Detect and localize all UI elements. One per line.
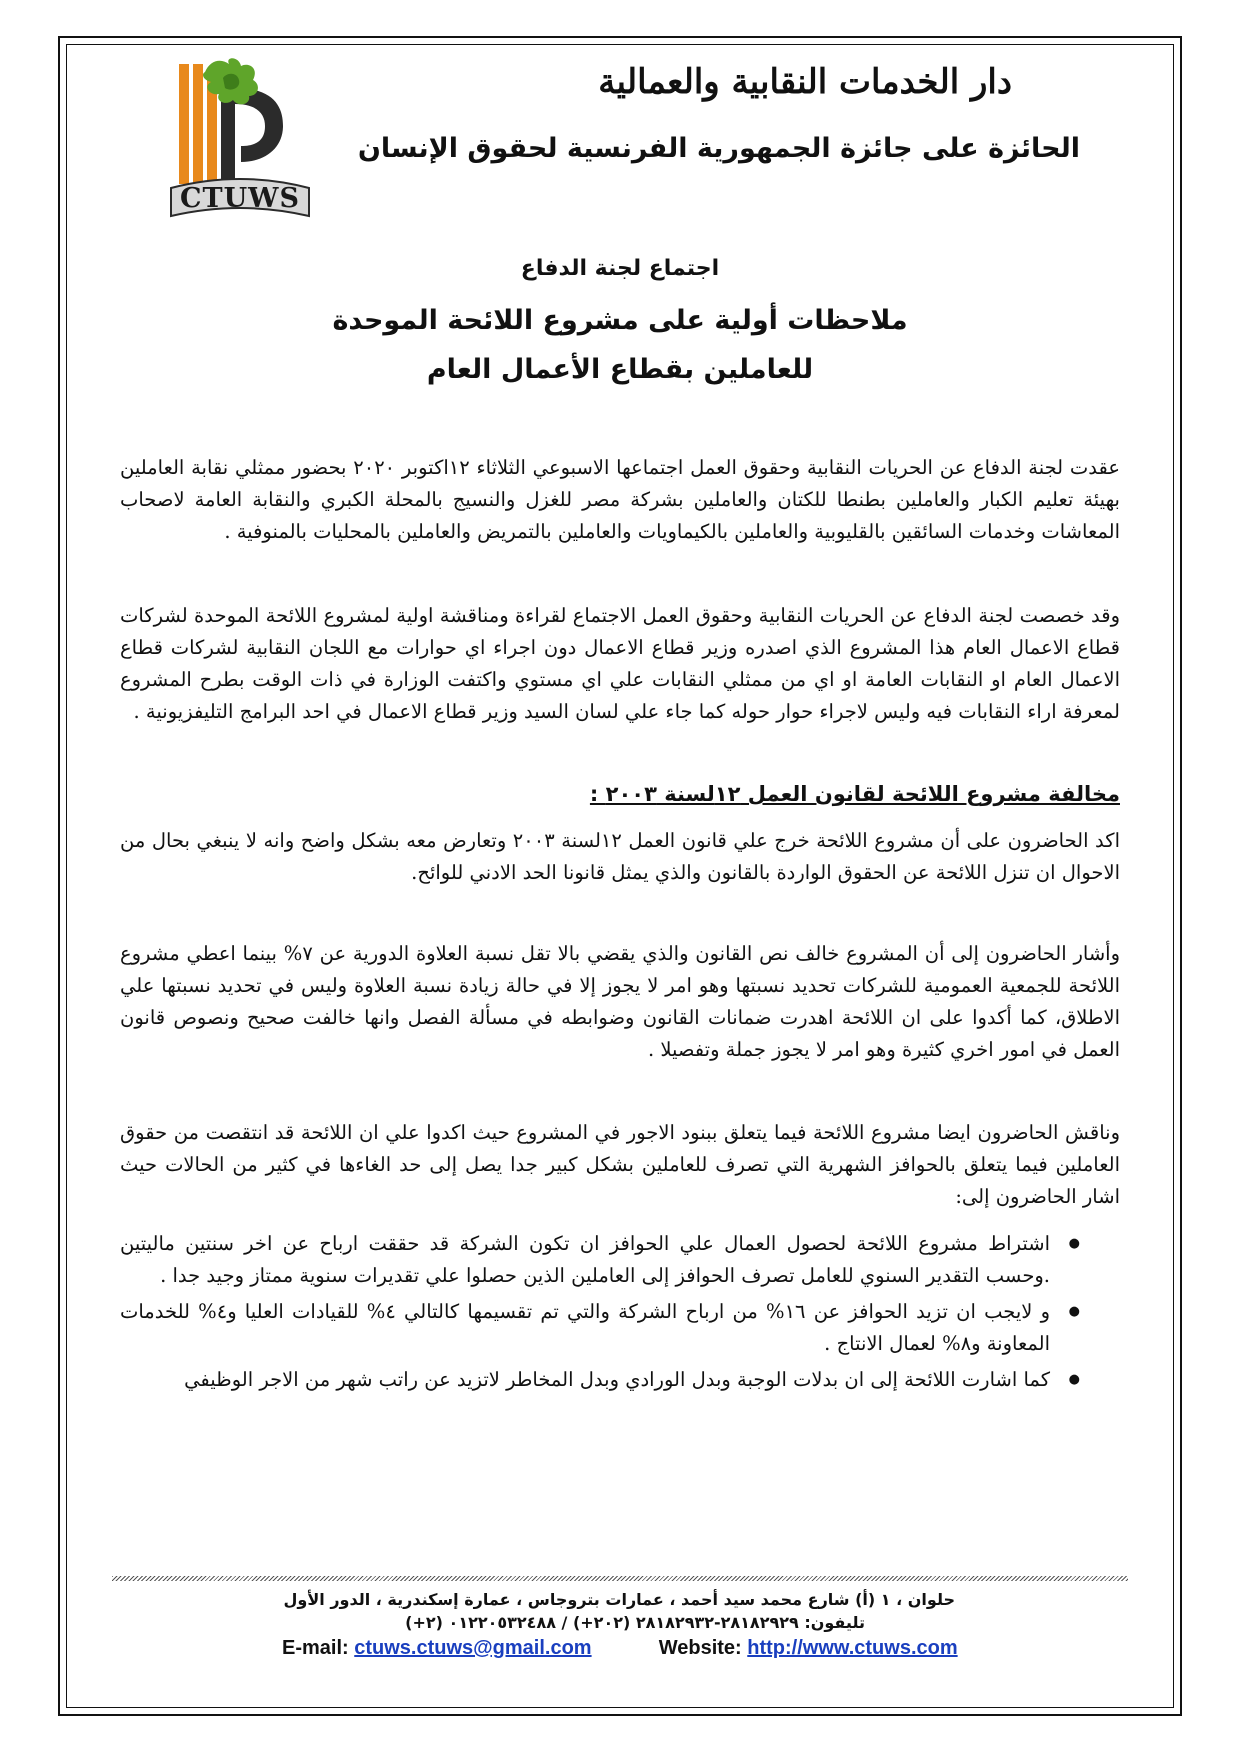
document-title-line-2: للعاملين بقطاع الأعمال العام <box>426 354 814 385</box>
meeting-title: اجتماع لجنة الدفاع <box>520 256 720 281</box>
paragraph-wages: وناقش الحاضرون ايضا مشروع اللائحة فيما يتعلق ببنود الاجور في المشروع حيث اكدوا علي ان اللائحة قد انتقصت من حقوق العاملين فيما يتعلق بالحوافز الشهرية التي تصرف للعاملين بشكل كبير جدا يصل إلى حد الغاءها في كثير من الحالات حيث اشار الحاضرون إلى: <box>120 1121 1120 1208</box>
award-subtitle: الحائزة على جائزة الجمهورية الفرنسية لحقوق الإنسان <box>357 133 1080 164</box>
email-label: E-mail: <box>282 1637 349 1659</box>
footer-phone: تليفون: ٢٨١٨٢٩٢٩-٢٨١٨٢٩٣٢ (٢٠٢+) / ٠١٢٢٠٥٣٢٤٨٨ (٢+) <box>405 1613 865 1632</box>
document-title-line-1: ملاحظات أولية على مشروع اللائحة الموحدة <box>332 305 908 336</box>
footer-contacts <box>282 1637 958 1660</box>
paragraph-law-violation: اكد الحاضرون على أن مشروع اللائحة خرج علي قانون العمل ١٢لسنة ٢٠٠٣ وتعارض معه بشكل واضح وانه لا ينبغي بحال من الاحوال ان تنزل اللائحة عن الحقوق الواردة بالقانون والذي يمثل قانونا الحد الادني للوائح. <box>120 829 1120 884</box>
website-link[interactable]: http://www.ctuws.com <box>747 1637 958 1659</box>
list-item: ● اشتراط مشروع اللائحة لحصول العمال علي الحوافز ان تكون الشركة قد حققت ارباح عن اخر سنتين ماليتين .وحسب التقدير السنوي للعامل تصرف الحوافز إلى العاملين الذين حصلوا علي تقديرات سنوية ممتاز وجيد جدا . <box>120 1228 1120 1292</box>
footer-divider <box>112 1576 1128 1581</box>
email-link[interactable]: ctuws.ctuws@gmail.com <box>354 1637 592 1659</box>
paragraph-purpose: وقد خصصت لجنة الدفاع عن الحريات النقابية وحقوق العمل الاجتماع لقراءة ومناقشة اولية لمشروع اللائحة الموحدة لشركات قطاع الاعمال العام هذا المشروع الذي اصدره وزير قطاع الاعمال دون اجراء اي حوارات مع اللجان النقابية لشركات قطاع الاعمال العام او النقابات العامة او اي من ممثلي النقابات علي اي مستوي واكتفت الوزارة في ذات الوقت بطرح المشروع لمعرفة اراء النقابات فيه وليس لاجراء حوار حوله كما جاء علي لسان السيد وزير قطاع الاعمال في احد البرامج التليفزيونية . <box>120 604 1120 723</box>
list-item: ● و لايجب ان تزيد الحوافز عن ١٦% من ارباح الشركة والتي تم تقسيمها كالتالي ٤% للقيادات العليا و٤% للخدمات المعاونة و٨% لعمال الانتاج . <box>120 1296 1120 1360</box>
footer-address: حلوان ، ١ (أ) شارع محمد سيد أحمد ، عمارات بتروجاس ، عمارة إسكندرية ، الدور الأول <box>283 1590 955 1609</box>
paragraph-attendance: عقدت لجنة الدفاع عن الحريات النقابية وحقوق العمل اجتماعها الاسبوعي الثلاثاء ١٢اكتوبر ٢٠٢٠ بحضور ممثلي نقابة العاملين بهيئة تعليم الكبار والعاملين بطنطا للكتان والعاملين بشركة مصر للغزل والنسيج بالمحلة الكبري والنقابة العامة لاصحاب المعاشات وخدمات السائقين بالقليوبية والعاملين بالكيماويات والعاملين بالتمريض والعاملين بالمحليات بالمنوفية . <box>120 456 1120 543</box>
incentives-list <box>120 1228 1120 1400</box>
section-heading: مخالفة مشروع اللائحة لقانون العمل ١٢لسنة ٢٠٠٣ : <box>589 782 1120 806</box>
paragraph-raise-percentage: وأشار الحاضرون إلى أن المشروع خالف نص القانون والذي يقضي بالا تقل نسبة العلاوة الدورية عن ٧% بينما اعطي مشروع اللائحة للجمعية العمومية للشركات تحديد نسبتها وهو امر لا يجوز إلا في حالة زيادة نسبة العلاوة وليس في تحديد نسبتها علي الاطلاق، كما أكدوا على ان اللائحة اهدرت ضمانات القانون وضوابطه في مسألة الفصل وانها خالفت صحيح ونصوص قانون العمل في امور اخري كثيرة وهو امر لا يجوز جملة وتفصيلا . <box>120 942 1120 1061</box>
website-label: Website: <box>658 1637 742 1659</box>
logo-text: CTUWS <box>180 183 300 214</box>
organization-name: دار الخدمات النقابية والعمالية <box>598 62 1012 102</box>
list-item: ● كما اشارت اللائحة إلى ان بدلات الوجبة وبدل الورادي وبدل المخاطر لاتزيد عن راتب شهر من الاجر الوظيفي <box>120 1364 1120 1396</box>
